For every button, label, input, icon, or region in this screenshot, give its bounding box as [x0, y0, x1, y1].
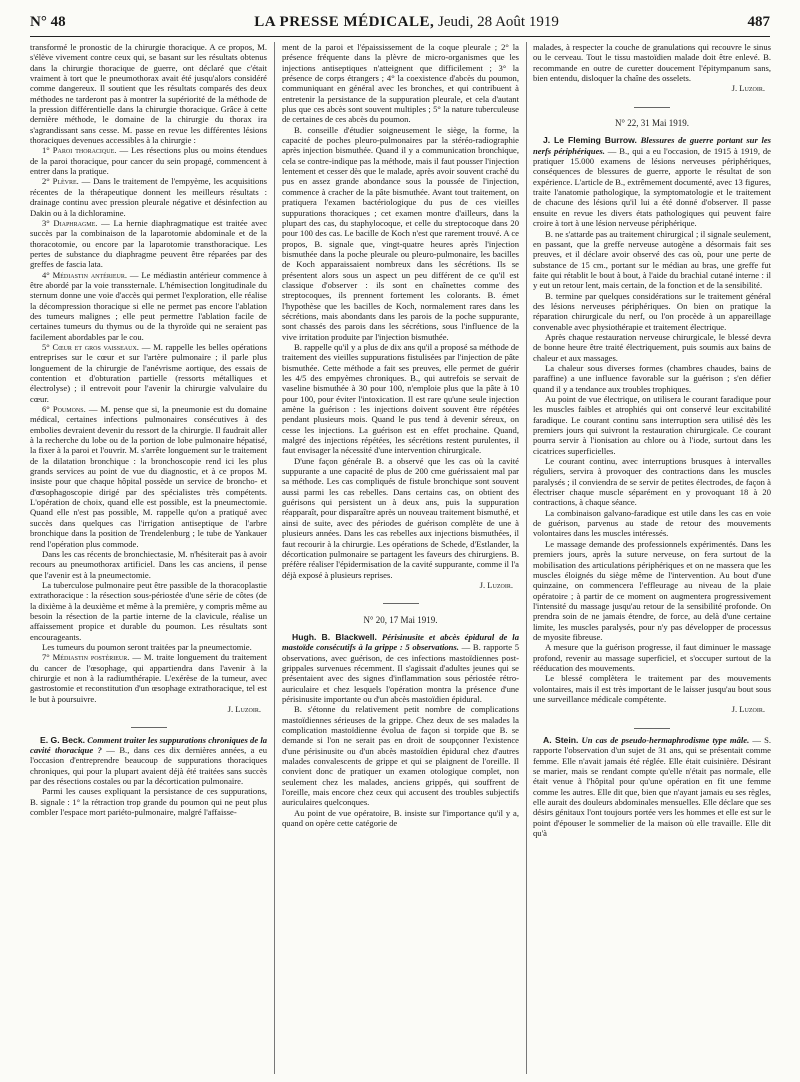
column-2: [282, 42, 519, 1074]
separator: [282, 596, 519, 606]
paragraph: [30, 270, 267, 342]
paragraph: Après chaque restauration nerveuse chirurgicale, le blessé devra de bonne heure être traité électriquement, puis soumis aux bains de chaleur et aux massages.: [533, 331, 771, 363]
issue-heading: N° 22, 31 Mai 1919.: [614, 118, 690, 129]
journal-name: LA PRESSE MÉDICALE,: [254, 14, 435, 30]
paragraph: Les tumeurs du poumon seront traitées par la pneumectomie.: [42, 641, 252, 652]
running-title: [254, 14, 559, 31]
paragraph-text: — Le médiastin antérieur commence à être abordé par la voie transsternale. L'hémisection longitudinale du sternum donne une voie d'accès qui permet l'exploration, elle réalise la décompression thoracique si elle ne permet pas encore l'ablation des tumeurs malignes ; elle peut permettre l'ablation facile de certaines tumeurs du thymus ou de la thyroïde qui ne seraient pas facilement abordables par le cou.: [30, 269, 267, 342]
article-title: Comment traiter les suppurations chroniques de la cavité thoracique ?: [30, 734, 267, 756]
paragraph: Le massage demande des professionnels expérimentés. Dans les premiers jours, après la suture nerveuse, on fera surtout de la mobilisation des articulations périphériques et on ne massera que les muscles éloignés du siège même de l'intervention. Au bout d'une quinzaine, on commencera l'effleurage au niveau de la plaie opératoire ; à partir de ce moment on augmentera progressivement l'intensité du massage jusqu'au retour de la sensibilité profonde. On prendra soin de ne jamais étendre, de force, au delà d'une certaine limite, les muscles paralysés, pour n'y pas développer de processus de myosite fibreuse.: [533, 538, 771, 642]
separator: [30, 720, 267, 730]
column-rule: [526, 42, 527, 1074]
section-label: 7° Médiastin postérieur.: [42, 652, 130, 663]
paragraph: malades, à respecter la couche de granulations qui recouvre le sinus ou le cerveau. Tout le tissu mastoïdien malade doit être enlevé. B. recommande en outre de curetter doucement l'épitympanum sans, bien entendu, disloquer la chaîne des osselets.: [533, 42, 771, 84]
paragraph: B. conseille d'étudier soigneusement le siège, la forme, la capacité de poches pleuro-pulmonaires par la stéréo-radiographie après injection bismuthée. Quand il y a communication bronchique, cela se contre-indique pas la méthode, mais il faut pousser l'injection lentement et cesser dès que le malade, après avoir souvent craché du pus en assez grande abondance sous la poussée de l'injection, commence à cracher de la pâte bismuthée. Avant tout traitement, on pratiquera l'examen bactériologique du pus de ces vieilles suppurations thoraciques ; cet examen montre d'ailleurs, dans la plupart des cas, du staphylocoque, et celle du streptocoque dans 20 pour 100 des cas. Le bacille de Koch n'est que rarement trouvé. A ce propos, B. signale que, vingt-quatre heures après l'injection bismuthée dans la poche pleurale ou pleuro-pulmonaire, les bacilles de Koch apparaissaient nombreux dans les sécrétions. Ils se présentent alors sous un aspect un peu différent de ce qu'il est classique d'observer : ils sont en chaînettes comme des streptocoques, ils prennent fortement les colorants. B. émet l'hypothèse que les bacilles de Koch, normalement rares dans les sécrétions, mais abondants dans les parois de la poche suppurante, sont chassés des parois dans les sécrétions, sous l'influence de la vive irritation produite par l'injection bismuthée.: [282, 124, 519, 342]
paragraph: Au point de vue électrique, on utilisera le courant faradique pour les muscles faibles et atrophiés qui ont conservé leur excitabilité faradique. Le courant continu sans interruption sera utilisé dès les premiers jours qui suivront la restauration chirurgicale. Ce courant pourra servir à l'ionisation au chlore ou à l'iode, surtout dans les cicatrices superficielles.: [533, 394, 771, 456]
author: J. Le Fleming Burrow.: [543, 135, 637, 146]
abstract-heading: [533, 735, 771, 838]
signature: J. Luzoir.: [731, 704, 765, 715]
author: E. G. Beck.: [40, 734, 85, 745]
page-header: [30, 14, 770, 37]
paragraph: Au point de vue opératoire, B. insiste sur l'importance qu'il y a, quand on opère cette catégorie de: [282, 807, 519, 829]
paragraph: [30, 145, 267, 176]
paragraph: B. termine par quelques considérations sur le traitement général des lésions nerveuses périphériques. On bien on pratique la réparation chirurgicale du nerf, ou l'on procède à un appareillage convenable avec physiothérapie et traitement électrique.: [533, 290, 771, 332]
paragraph-text: — La hernie diaphragmatique est traitée avec succès par la combinaison de la laparotomie abdominale et de la thoracotomie, ou encore par la laparotomie transthoracique. Les pertes de substance du diaphragme peuvent être réparées par des greffes de fascia lata.: [30, 217, 267, 270]
paragraph: La tuberculose pulmonaire peut être passible de la thoracoplastie extrathoracique : la résection sous-périostée d'une série de côtes (de la dixième à la deuxième et même à la première, y compris même au besoin la résection de la partie interne de la clavicule, réalise un affaissement propice et durable du poumon. Les résultats sont encourageants.: [30, 579, 267, 642]
paragraph-text: — Les résections plus ou moins étendues de la paroi thoracique, pour cancer du sein propagé, commencent à entrer dans la pratique.: [30, 145, 267, 177]
signature: J. Luzoir.: [479, 579, 513, 590]
article-title: Périsinusite et abcès épidural de la mastoïde consécutifs à la grippe : 5 observations.: [282, 631, 519, 653]
page-number-right: 487: [747, 14, 770, 30]
paragraph: ment de la paroi et l'épaississement de la coque pleurale ; 2° la présence fréquente dans la plèvre de micro-organismes que les injections antiseptiques n'atteignent que difficilement ; 3° la présence de corps étrangers ; 4° la coexistence d'abcès du poumon, communiquant en général avec les bronches, et qui contribuent à entretenir la persistance de la suppuration pleurale, et cela d'autant plus que ces abcès sont souvent multiples ; 5° la nature tuberculeuse de certaines de ces abcès du poumon.: [282, 42, 519, 125]
paragraph: La combinaison galvano-faradique est utile dans les cas en voie de guérison, parvenus au stade de retour des mouvements volontaires dans les muscles intéressés.: [533, 507, 771, 539]
separator: [533, 721, 771, 731]
section-label: 2° Plèvre.: [42, 176, 79, 187]
issue-date: Jeudi, 28 Août 1919: [437, 14, 559, 30]
paragraph: [30, 218, 267, 270]
paragraph-text: — S. rapporte l'observation d'un sujet de 31 ans, qui se présentait comme femme. Elle n'avait jamais été réglée. Elle était cuisinière. Désirant se marier, mais se rendant compte qu'elle n'était pas normale, elle était venue à l'hôpital pour qu'une opération en fit une femme comme les autres. Elle dit que, bien que n'ayant jamais eu ses règles, elle aurait des douleurs abdominales mensuelles. Elle déclare que ses désirs génitaux l'ont toujours portée vers les hommes et elle est sur le point d'épouser le sommelier de la maison où elle travaille. Elle dit qu'à: [533, 735, 771, 839]
paragraph: B. ne s'attarde pas au traitement chirurgical ; il signale seulement, en passant, que la greffe nerveuse autogène a désormais fait ses preuves, et il déclare avoir observé des cas où, pour une perte de substance de 15 cm., portant sur le médian au bras, une greffe fut faite qui rétablit le bout à bout, à l'aide du brachial cutané interne : il y eut un retour lent, mais certain, de la fonction et de la sensibilité.: [533, 228, 771, 291]
author: A. Stein.: [543, 735, 579, 745]
paragraph: transformé le pronostic de la chirurgie thoracique. A ce propos, M. s'élève vivement contre ceux qui, se basant sur les résultats obtenus dans la chirurgie thoracique de guerre, ont déclaré que c'était vraiment à tort que le pneumothorax avait été jusqu'alors considéré comme dangereux. Il soutient que les résultats comparés des deux méthodes ne tarderont pas à montrer la supériorité de la méthode de la pression différentielle dans la chirurgie thoracique. Grâce à cette dernière méthode, le domaine de la chirurgie du thorax ira s'agrandissant sans cesse. M. passe en revue les différentes lésions thoraciques devenues accessibles à la chirurgie :: [30, 42, 267, 146]
paragraph: B. s'étonne du relativement petit nombre de complications mastoïdiennes sérieuses de la grippe. Chez deux de ses malades la complication mastoïdienne évolua de façon si torpide que B. se demande si l'on ne serait pas en droit de soupçonner l'existence d'une périsinusite ou d'un abcès mastoïdien épidural chez d'autres malades convalescents de grippe et qui se plaignent de l'oreille. Il convient donc de pratiquer un examen otologique complet, non seulement chez les malades, anciens grippés, qui souffrent de l'oreille, mais encore chez ceux qui accusent des troubles subjectifs auriculaires quelconques.: [282, 704, 519, 808]
abstract-heading: [533, 135, 771, 228]
paragraph-text: — Dans le traitement de l'empyème, les acquisitions récentes de la thérapeutique donnent les meilleurs résultats : drainage continu avec pression pleurale négative et désinfection au Dakin ou à la dichloramine.: [30, 176, 267, 218]
paragraph: [30, 404, 267, 549]
paragraph: Le courant continu, avec interruptions brusques à intervalles réguliers, servira à provoquer des contractions dans les muscles paralysés ; il conviendra de se servir de petites électrodes, de façon à électriser chaque muscle séparément en y provoquant 18 à 20 contractions, à chaque séance.: [533, 456, 771, 508]
paragraph-text: — B., dans ces dix dernières années, a eu l'occasion d'entreprendre beaucoup de suppurations thoraciques chroniques, qui pour la plupart avaient déjà été traitées sans succès par des résections costales ou par la décortication pulmonaire.: [30, 745, 267, 787]
column-1: [30, 42, 267, 1074]
paragraph-text: — M. traite longuement du traitement du cancer de l'œsophage, qui appartiendra dans l'avenir à la chirurgie et non à la radiumthérapie. L'exérèse de la tumeur, avec gastrostomie et reconstitution d'un œsophage extrathoracique, tel est le but à poursuivre.: [30, 652, 267, 704]
section-label: 1° Paroi thoracique.: [42, 145, 117, 156]
signature: J. Luzoir.: [731, 83, 765, 94]
column-rule: [274, 42, 275, 1074]
abstract-heading: [30, 735, 267, 787]
paragraph: Parmi les causes expliquant la persistance de ces suppurations, B. signale : 1° la rétraction trop grande du poumon qui ne peut plus combler l'espace mort pariéto-pulmonaire, malgré l'affaisse-: [30, 786, 267, 818]
page-number-left: N° 48: [30, 14, 66, 30]
paragraph: B. rappelle qu'il y a plus de dix ans qu'il a proposé sa méthode de traitement des vieilles suppurations fistulisées par l'injection de pâte bismuthée. Cette méthode a fait ses preuves, elle permet de guérir les 4/5 des empyèmes chroniques. B., qui autrefois se servait de vaseline bismuthée à 30 pour 100, n'emploie plus que la pâte à 10 pour 100, pour éviter l'intoxication. Il est rare qu'une seule injection amène la guérison : les injections doivent souvent être répétées pendant plusieurs mois. Quand le pus tend à devenir séreux, on cesse les injections. La guérison est en effet prochaine. Quand, malgré des injections répétées, les sécrétions restent purulentes, il faut envisager la nécessité d'une intervention chirurgicale.: [282, 341, 519, 456]
author: Hugh. B. Blackwell.: [292, 631, 377, 642]
section-label: 6° Poumons.: [42, 404, 86, 415]
separator: [533, 100, 771, 110]
column-3: [533, 42, 771, 1074]
paragraph: Dans les cas récents de bronchiectasie, M. n'hésiterait pas à avoir recours au pneumothorax artificiel. Dans les cas anciens, il pense que l'avenir est à la pneumectomie.: [30, 548, 267, 580]
section-label: 3° Diaphragme.: [42, 217, 98, 228]
paragraph: La chaleur sous diverses formes (chambres chaudes, bains de paraffine) a une influence favorable sur la guérison ; s'en défier quand il y a tendance aux troubles trophiques.: [533, 362, 771, 394]
paragraph: A mesure que la guérison progresse, il faut diminuer le massage profond, revenir au massage superficiel, et s'occuper surtout de la rééducation des mouvements.: [533, 642, 771, 673]
paragraph: D'une façon générale B. a observé que les cas où la cavité suppurante a une capacité de plus de 200 cme guérissaient mal par sa méthode. Les cas compliqués de fistule bronchique sont souvent aussi parmi les cas rebelles. Dans certains cas, on obtient des guérisons qui persistent un à deux ans, puis la suppuration réapparaît, pour disparaître après un nouveau traitement bismuthé, et ainsi de suite, avec des périodes de guérison complète de une à plusieurs années. Dans les cas rebelles aux injections bismuthées, il faut recourir à la chirurgie. Les opérations de Schede, d'Estlander, la décortication pulmonaire se partagent les faveurs des chirurgiens. B. préfère réaliser l'épidermisation de la cavité suppurante, comme il l'a déjà exposé à plusieurs reprises.: [282, 455, 519, 580]
issue-heading: N° 20, 17 Mai 1919.: [363, 614, 438, 625]
signature: J. Luzoir.: [227, 704, 261, 714]
paragraph-text: — M. rappelle les belles opérations entreprises sur le cœur et sur l'artère pulmonaire ; il parle plus longuement de la chirurgie de l'anévrisme aortique, des essais de contention et d'obturation partielle (ressorts métalliques et électrolyse) ; il entrevoit pour l'avenir la chirurgie valvulaire du cœur.: [30, 341, 267, 404]
abstract-heading: [282, 632, 519, 704]
paragraph: [30, 652, 267, 704]
paragraph-text: — B. rapporte 5 observations, avec guérison, de ces infections mastoïdiennes post-grippales survenues récemment. Il s'agissait d'adultes jeunes qui se présentaient avec des signes d'inflammation sous périostée rétro-auriculaire et chez lesquels l'opération montra la présence d'une périsinusite importante ou d'un abcès mastoïdien épidural.: [282, 642, 519, 704]
article-title: Un cas de pseudo-hermaphrodisme type mâle.: [581, 735, 750, 745]
paragraph: [30, 176, 267, 217]
section-label: 5° Cœur et gros vaisseaux.: [42, 341, 139, 352]
paragraph: [30, 342, 267, 404]
article-title: Blessures de guerre portant sur les nerfs périphériques.: [533, 135, 771, 156]
section-label: 4° Médiastin antérieur.: [42, 269, 127, 280]
paragraph: Le blessé complètera le traitement par des mouvements volontaires, mais il est très important de le laisser jusqu'au bout sous une surveillance médicale compétente.: [533, 673, 771, 704]
paragraph-text: — B., qui a eu l'occasion, de 1915 à 1919, de pratiquer 15.000 examens de lésions nerveuses périphériques, conséquences de blessures de guerre, apporte le résultat de son expérience. L'article de B., extrêmement documenté, avec 13 figures, traite l'anatomie pathologique, la symptomatologie et le traitement de chacune des lésions qu'il lui a été donné d'observer. Il passe ensuite en revue les divers états pathologiques qui peuvent faire croire à tort à une lésion nerveuse périphérique.: [533, 145, 771, 229]
paragraph-text: — M. pense que si, la pneumonie est du domaine médical, certaines infections pulmonaires consécutives à des embolies devraient devenir du ressort de la chirurgie. Il faudrait aller à la recherche du lobe ou de la portion de lobe pulmonaire hépatisé, la fixer à la paroi et l'ouvrir. M. s'arrête longuement sur le traitement de la dilatation bronchique : la bronchoscopie rend ici les plus grands services au point de vue du diagnostic, et à ce propos M. insiste pour que chaque hôpital possède un service de broncho- et d'œsophagoscopie dirigé par des spécialistes très compétents. L'opération de choix, quand elle est possible, est la pneumectomie. Quand elle n'est pas possible, M. rappelle qu'on a pratiqué avec succès dans quelques cas l'irrigation antiseptique de l'arbre bronchique dans la position de Trendelenburg ; le tube de Yankauer rend l'opération plus commode.: [30, 404, 267, 549]
